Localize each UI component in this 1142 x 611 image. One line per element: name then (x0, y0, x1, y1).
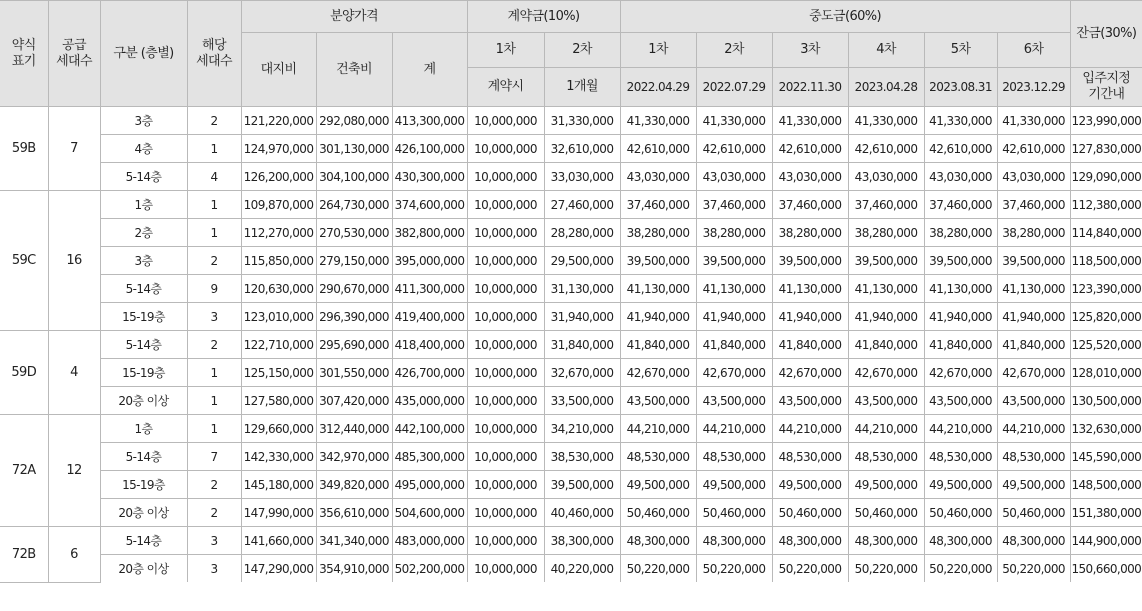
deposit-1-cell: 10,000,000 (467, 135, 544, 163)
header-balance-when: 입주지정 기간내 (1070, 68, 1142, 107)
total-price-cell: 374,600,000 (392, 191, 467, 219)
interim-cell: 37,460,000 (772, 191, 848, 219)
total-price-cell: 419,400,000 (392, 303, 467, 331)
interim-cell: 50,460,000 (620, 499, 696, 527)
deposit-2-cell: 32,670,000 (544, 359, 620, 387)
total-price-cell: 430,300,000 (392, 163, 467, 191)
floor-cell: 15-19층 (100, 359, 187, 387)
table-row (0, 359, 1142, 387)
land-price-cell: 115,850,000 (241, 247, 316, 275)
interim-cell: 43,030,000 (848, 163, 924, 191)
total-price-cell: 382,800,000 (392, 219, 467, 247)
interim-cell: 41,130,000 (997, 275, 1070, 303)
interim-cell: 38,280,000 (696, 219, 772, 247)
interim-cell: 44,210,000 (772, 415, 848, 443)
table-header (0, 1, 1142, 107)
total-price-cell: 411,300,000 (392, 275, 467, 303)
interim-cell: 41,130,000 (924, 275, 997, 303)
interim-cell: 41,840,000 (997, 331, 1070, 359)
balance-cell: 123,390,000 (1070, 275, 1142, 303)
interim-cell: 42,670,000 (696, 359, 772, 387)
total-price-cell: 485,300,000 (392, 443, 467, 471)
interim-cell: 41,330,000 (997, 107, 1070, 135)
table-row (0, 555, 1142, 583)
units-cell: 1 (187, 219, 241, 247)
deposit-1-cell: 10,000,000 (467, 387, 544, 415)
header-type: 약식 표기 (0, 1, 48, 107)
interim-cell: 50,220,000 (924, 555, 997, 583)
header-interim-round: 1차 (620, 33, 696, 68)
land-price-cell: 123,010,000 (241, 303, 316, 331)
balance-cell: 112,380,000 (1070, 191, 1142, 219)
floor-cell: 5-14층 (100, 163, 187, 191)
deposit-2-cell: 31,840,000 (544, 331, 620, 359)
interim-cell: 41,840,000 (772, 331, 848, 359)
header-units: 해당 세대수 (187, 1, 241, 107)
floor-cell: 5-14층 (100, 331, 187, 359)
interim-cell: 41,130,000 (848, 275, 924, 303)
supply-units-cell: 16 (48, 191, 100, 331)
interim-cell: 43,030,000 (924, 163, 997, 191)
units-cell: 3 (187, 303, 241, 331)
interim-cell: 50,220,000 (848, 555, 924, 583)
interim-cell: 41,330,000 (924, 107, 997, 135)
balance-cell: 114,840,000 (1070, 219, 1142, 247)
building-price-cell: 307,420,000 (316, 387, 392, 415)
deposit-1-cell: 10,000,000 (467, 415, 544, 443)
interim-cell: 41,330,000 (696, 107, 772, 135)
interim-cell: 42,670,000 (997, 359, 1070, 387)
total-price-cell: 426,700,000 (392, 359, 467, 387)
interim-cell: 48,300,000 (620, 527, 696, 555)
interim-cell: 43,030,000 (696, 163, 772, 191)
balance-cell: 151,380,000 (1070, 499, 1142, 527)
floor-cell: 1층 (100, 415, 187, 443)
interim-cell: 43,500,000 (997, 387, 1070, 415)
deposit-2-cell: 39,500,000 (544, 471, 620, 499)
floor-cell: 15-19층 (100, 303, 187, 331)
building-price-cell: 301,550,000 (316, 359, 392, 387)
balance-cell: 148,500,000 (1070, 471, 1142, 499)
interim-cell: 42,670,000 (924, 359, 997, 387)
interim-cell: 44,210,000 (848, 415, 924, 443)
building-price-cell: 304,100,000 (316, 163, 392, 191)
interim-cell: 50,220,000 (696, 555, 772, 583)
interim-cell: 41,840,000 (848, 331, 924, 359)
deposit-1-cell: 10,000,000 (467, 163, 544, 191)
land-price-cell: 147,990,000 (241, 499, 316, 527)
deposit-2-cell: 40,220,000 (544, 555, 620, 583)
total-price-cell: 483,000,000 (392, 527, 467, 555)
balance-cell: 150,660,000 (1070, 555, 1142, 583)
building-price-cell: 292,080,000 (316, 107, 392, 135)
land-price-cell: 112,270,000 (241, 219, 316, 247)
land-price-cell: 141,660,000 (241, 527, 316, 555)
table-row (0, 527, 1142, 555)
header-total: 계 (392, 33, 467, 107)
interim-cell: 38,280,000 (924, 219, 997, 247)
building-price-cell: 296,390,000 (316, 303, 392, 331)
interim-cell: 44,210,000 (620, 415, 696, 443)
interim-cell: 41,940,000 (924, 303, 997, 331)
land-price-cell: 126,200,000 (241, 163, 316, 191)
interim-cell: 50,460,000 (848, 499, 924, 527)
interim-cell: 48,300,000 (997, 527, 1070, 555)
header-interim-round: 3차 (772, 33, 848, 68)
deposit-1-cell: 10,000,000 (467, 499, 544, 527)
units-cell: 1 (187, 135, 241, 163)
total-price-cell: 442,100,000 (392, 415, 467, 443)
supply-units-cell: 4 (48, 331, 100, 415)
header-supply-units: 공급 세대수 (48, 1, 100, 107)
header-deposit-2-when: 1개월 (544, 68, 620, 107)
units-cell: 9 (187, 275, 241, 303)
interim-cell: 41,130,000 (696, 275, 772, 303)
building-price-cell: 312,440,000 (316, 415, 392, 443)
interim-cell: 48,300,000 (848, 527, 924, 555)
deposit-2-cell: 33,500,000 (544, 387, 620, 415)
balance-cell: 128,010,000 (1070, 359, 1142, 387)
interim-cell: 42,670,000 (848, 359, 924, 387)
header-interim-date: 2023.08.31 (924, 68, 997, 107)
header-land: 대지비 (241, 33, 316, 107)
interim-cell: 41,940,000 (848, 303, 924, 331)
interim-cell: 50,460,000 (696, 499, 772, 527)
total-price-cell: 426,100,000 (392, 135, 467, 163)
interim-cell: 38,280,000 (772, 219, 848, 247)
interim-cell: 48,300,000 (772, 527, 848, 555)
table-row (0, 191, 1142, 219)
deposit-1-cell: 10,000,000 (467, 359, 544, 387)
units-cell: 1 (187, 415, 241, 443)
units-cell: 2 (187, 107, 241, 135)
balance-cell: 129,090,000 (1070, 163, 1142, 191)
deposit-1-cell: 10,000,000 (467, 219, 544, 247)
header-interim: 중도금(60%) (620, 1, 1070, 33)
interim-cell: 48,530,000 (696, 443, 772, 471)
balance-cell: 125,520,000 (1070, 331, 1142, 359)
units-cell: 2 (187, 247, 241, 275)
deposit-2-cell: 38,530,000 (544, 443, 620, 471)
balance-cell: 145,590,000 (1070, 443, 1142, 471)
interim-cell: 48,300,000 (924, 527, 997, 555)
interim-cell: 39,500,000 (924, 247, 997, 275)
deposit-2-cell: 31,330,000 (544, 107, 620, 135)
interim-cell: 43,030,000 (997, 163, 1070, 191)
interim-cell: 39,500,000 (848, 247, 924, 275)
total-price-cell: 413,300,000 (392, 107, 467, 135)
interim-cell: 39,500,000 (620, 247, 696, 275)
land-price-cell: 121,220,000 (241, 107, 316, 135)
land-price-cell: 120,630,000 (241, 275, 316, 303)
floor-cell: 20층 이상 (100, 555, 187, 583)
building-price-cell: 295,690,000 (316, 331, 392, 359)
interim-cell: 43,500,000 (848, 387, 924, 415)
deposit-2-cell: 40,460,000 (544, 499, 620, 527)
interim-cell: 37,460,000 (924, 191, 997, 219)
deposit-1-cell: 10,000,000 (467, 107, 544, 135)
land-price-cell: 125,150,000 (241, 359, 316, 387)
interim-cell: 42,610,000 (997, 135, 1070, 163)
interim-cell: 42,610,000 (620, 135, 696, 163)
table-row (0, 135, 1142, 163)
interim-cell: 44,210,000 (924, 415, 997, 443)
table-row (0, 303, 1142, 331)
building-price-cell: 290,670,000 (316, 275, 392, 303)
interim-cell: 48,530,000 (848, 443, 924, 471)
floor-cell: 1층 (100, 191, 187, 219)
units-cell: 2 (187, 331, 241, 359)
deposit-1-cell: 10,000,000 (467, 275, 544, 303)
supply-units-cell: 12 (48, 415, 100, 527)
deposit-1-cell: 10,000,000 (467, 527, 544, 555)
deposit-2-cell: 32,610,000 (544, 135, 620, 163)
total-price-cell: 502,200,000 (392, 555, 467, 583)
interim-cell: 41,940,000 (696, 303, 772, 331)
header-deposit: 계약금(10%) (467, 1, 620, 33)
interim-cell: 41,130,000 (772, 275, 848, 303)
deposit-2-cell: 31,130,000 (544, 275, 620, 303)
balance-cell: 132,630,000 (1070, 415, 1142, 443)
interim-cell: 49,500,000 (772, 471, 848, 499)
balance-cell: 127,830,000 (1070, 135, 1142, 163)
land-price-cell: 147,290,000 (241, 555, 316, 583)
interim-cell: 43,500,000 (772, 387, 848, 415)
header-interim-round: 4차 (848, 33, 924, 68)
interim-cell: 41,330,000 (620, 107, 696, 135)
balance-cell: 144,900,000 (1070, 527, 1142, 555)
interim-cell: 44,210,000 (696, 415, 772, 443)
deposit-1-cell: 10,000,000 (467, 191, 544, 219)
interim-cell: 37,460,000 (696, 191, 772, 219)
building-price-cell: 342,970,000 (316, 443, 392, 471)
table-row (0, 499, 1142, 527)
deposit-1-cell: 10,000,000 (467, 555, 544, 583)
deposit-2-cell: 34,210,000 (544, 415, 620, 443)
balance-cell: 125,820,000 (1070, 303, 1142, 331)
interim-cell: 42,610,000 (696, 135, 772, 163)
table-row (0, 163, 1142, 191)
header-deposit-1-when: 계약시 (467, 68, 544, 107)
header-floor: 구분 (층별) (100, 1, 187, 107)
land-price-cell: 124,970,000 (241, 135, 316, 163)
header-interim-round: 6차 (997, 33, 1070, 68)
type-cell: 59D (0, 331, 48, 415)
floor-cell: 2층 (100, 219, 187, 247)
interim-cell: 42,610,000 (772, 135, 848, 163)
deposit-2-cell: 28,280,000 (544, 219, 620, 247)
interim-cell: 39,500,000 (997, 247, 1070, 275)
table-body (0, 107, 1142, 583)
units-cell: 7 (187, 443, 241, 471)
supply-units-cell: 6 (48, 527, 100, 583)
interim-cell: 37,460,000 (620, 191, 696, 219)
deposit-1-cell: 10,000,000 (467, 331, 544, 359)
interim-cell: 43,500,000 (924, 387, 997, 415)
supply-units-cell: 7 (48, 107, 100, 191)
interim-cell: 41,940,000 (620, 303, 696, 331)
interim-cell: 49,500,000 (997, 471, 1070, 499)
interim-cell: 42,610,000 (924, 135, 997, 163)
floor-cell: 5-14층 (100, 527, 187, 555)
units-cell: 1 (187, 191, 241, 219)
interim-cell: 41,840,000 (620, 331, 696, 359)
table-row (0, 471, 1142, 499)
total-price-cell: 504,600,000 (392, 499, 467, 527)
units-cell: 1 (187, 387, 241, 415)
units-cell: 2 (187, 499, 241, 527)
land-price-cell: 127,580,000 (241, 387, 316, 415)
interim-cell: 42,610,000 (848, 135, 924, 163)
table-row (0, 443, 1142, 471)
total-price-cell: 435,000,000 (392, 387, 467, 415)
units-cell: 4 (187, 163, 241, 191)
interim-cell: 48,530,000 (997, 443, 1070, 471)
interim-cell: 41,840,000 (696, 331, 772, 359)
building-price-cell: 279,150,000 (316, 247, 392, 275)
building-price-cell: 354,910,000 (316, 555, 392, 583)
interim-cell: 49,500,000 (696, 471, 772, 499)
interim-cell: 50,460,000 (772, 499, 848, 527)
interim-cell: 43,500,000 (696, 387, 772, 415)
header-balance: 잔금(30%) (1070, 1, 1142, 68)
total-price-cell: 395,000,000 (392, 247, 467, 275)
interim-cell: 42,670,000 (620, 359, 696, 387)
header-interim-date: 2023.04.28 (848, 68, 924, 107)
interim-cell: 50,220,000 (997, 555, 1070, 583)
land-price-cell: 122,710,000 (241, 331, 316, 359)
interim-cell: 41,130,000 (620, 275, 696, 303)
building-price-cell: 301,130,000 (316, 135, 392, 163)
table-row (0, 387, 1142, 415)
interim-cell: 41,940,000 (997, 303, 1070, 331)
header-sale-price: 분양가격 (241, 1, 467, 33)
header-deposit-2: 2차 (544, 33, 620, 68)
table-row (0, 275, 1142, 303)
deposit-2-cell: 27,460,000 (544, 191, 620, 219)
interim-cell: 49,500,000 (924, 471, 997, 499)
building-price-cell: 270,530,000 (316, 219, 392, 247)
building-price-cell: 356,610,000 (316, 499, 392, 527)
interim-cell: 37,460,000 (848, 191, 924, 219)
land-price-cell: 109,870,000 (241, 191, 316, 219)
interim-cell: 43,030,000 (772, 163, 848, 191)
header-interim-round: 5차 (924, 33, 997, 68)
type-cell: 72B (0, 527, 48, 583)
floor-cell: 3층 (100, 247, 187, 275)
interim-cell: 50,220,000 (620, 555, 696, 583)
floor-cell: 3층 (100, 107, 187, 135)
deposit-1-cell: 10,000,000 (467, 247, 544, 275)
units-cell: 3 (187, 555, 241, 583)
interim-cell: 50,220,000 (772, 555, 848, 583)
balance-cell: 130,500,000 (1070, 387, 1142, 415)
interim-cell: 48,530,000 (924, 443, 997, 471)
land-price-cell: 142,330,000 (241, 443, 316, 471)
interim-cell: 50,460,000 (924, 499, 997, 527)
interim-cell: 41,840,000 (924, 331, 997, 359)
building-price-cell: 264,730,000 (316, 191, 392, 219)
interim-cell: 38,280,000 (848, 219, 924, 247)
header-deposit-1: 1차 (467, 33, 544, 68)
table-row (0, 219, 1142, 247)
table-row (0, 415, 1142, 443)
header-interim-date: 2023.12.29 (997, 68, 1070, 107)
table-row (0, 247, 1142, 275)
deposit-1-cell: 10,000,000 (467, 443, 544, 471)
interim-cell: 37,460,000 (997, 191, 1070, 219)
interim-cell: 48,530,000 (620, 443, 696, 471)
interim-cell: 39,500,000 (696, 247, 772, 275)
deposit-2-cell: 29,500,000 (544, 247, 620, 275)
interim-cell: 41,330,000 (848, 107, 924, 135)
header-interim-date: 2022.04.29 (620, 68, 696, 107)
balance-cell: 118,500,000 (1070, 247, 1142, 275)
interim-cell: 42,670,000 (772, 359, 848, 387)
deposit-1-cell: 10,000,000 (467, 303, 544, 331)
type-cell: 72A (0, 415, 48, 527)
type-cell: 59C (0, 191, 48, 331)
floor-cell: 4층 (100, 135, 187, 163)
header-interim-round: 2차 (696, 33, 772, 68)
units-cell: 3 (187, 527, 241, 555)
land-price-cell: 145,180,000 (241, 471, 316, 499)
total-price-cell: 495,000,000 (392, 471, 467, 499)
interim-cell: 43,500,000 (620, 387, 696, 415)
balance-cell: 123,990,000 (1070, 107, 1142, 135)
header-interim-date: 2022.11.30 (772, 68, 848, 107)
deposit-2-cell: 38,300,000 (544, 527, 620, 555)
interim-cell: 44,210,000 (997, 415, 1070, 443)
type-cell: 59B (0, 107, 48, 191)
interim-cell: 38,280,000 (997, 219, 1070, 247)
interim-cell: 48,530,000 (772, 443, 848, 471)
deposit-1-cell: 10,000,000 (467, 471, 544, 499)
units-cell: 1 (187, 359, 241, 387)
floor-cell: 20층 이상 (100, 387, 187, 415)
header-interim-date: 2022.07.29 (696, 68, 772, 107)
deposit-2-cell: 33,030,000 (544, 163, 620, 191)
total-price-cell: 418,400,000 (392, 331, 467, 359)
table-row (0, 107, 1142, 135)
interim-cell: 50,460,000 (997, 499, 1070, 527)
deposit-2-cell: 31,940,000 (544, 303, 620, 331)
floor-cell: 15-19층 (100, 471, 187, 499)
interim-cell: 49,500,000 (620, 471, 696, 499)
header-building: 건축비 (316, 33, 392, 107)
interim-cell: 41,330,000 (772, 107, 848, 135)
interim-cell: 48,300,000 (696, 527, 772, 555)
building-price-cell: 349,820,000 (316, 471, 392, 499)
floor-cell: 20층 이상 (100, 499, 187, 527)
floor-cell: 5-14층 (100, 443, 187, 471)
interim-cell: 39,500,000 (772, 247, 848, 275)
building-price-cell: 341,340,000 (316, 527, 392, 555)
interim-cell: 49,500,000 (848, 471, 924, 499)
interim-cell: 43,030,000 (620, 163, 696, 191)
land-price-cell: 129,660,000 (241, 415, 316, 443)
interim-cell: 41,940,000 (772, 303, 848, 331)
floor-cell: 5-14층 (100, 275, 187, 303)
table-row (0, 331, 1142, 359)
interim-cell: 38,280,000 (620, 219, 696, 247)
units-cell: 2 (187, 471, 241, 499)
